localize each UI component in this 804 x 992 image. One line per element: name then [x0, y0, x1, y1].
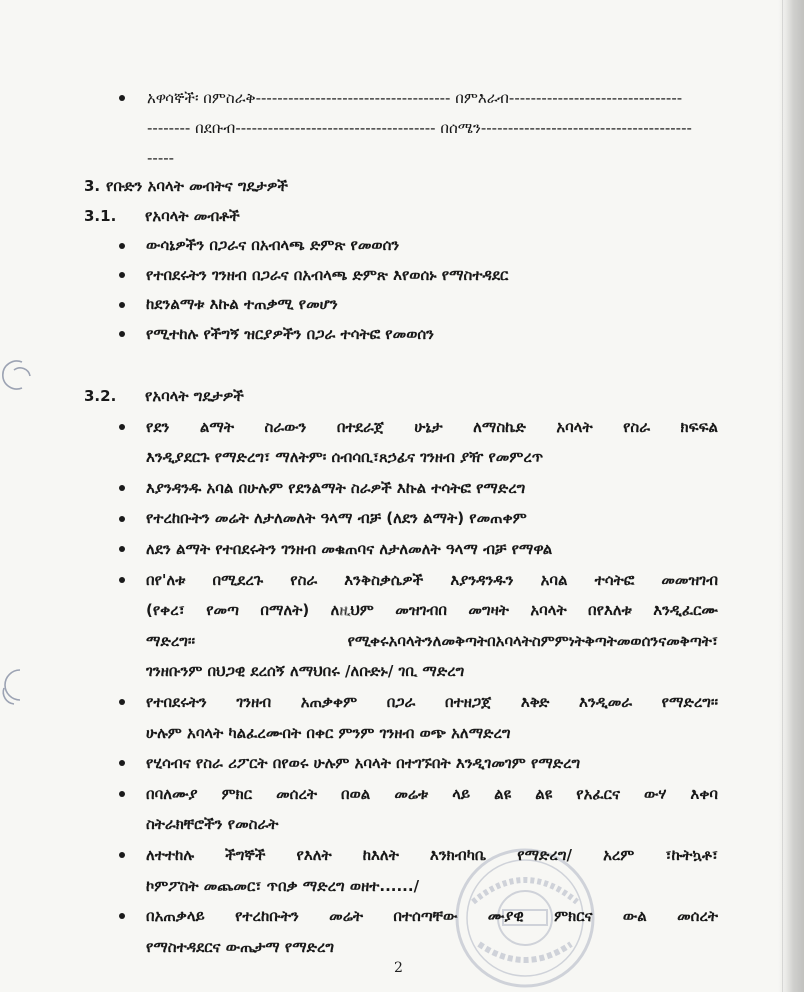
subsection-title: የአባላት ግዴታዎች: [145, 387, 244, 405]
bullet-icon: [119, 546, 125, 552]
item-text: ከደንልማቱ እኩል ተጠቃሚ የመሆን: [146, 295, 338, 313]
duties-list-item: [0, 534, 780, 565]
boundaries-line: -------- በደቡብ------------------------------------- በሰሜን---------------------------------------: [147, 119, 692, 137]
bullet-icon: [119, 331, 125, 337]
subsection-number: 3.1.: [84, 206, 117, 225]
bullet-icon: [119, 699, 125, 705]
boundaries-list-item: [0, 83, 780, 173]
bullet-icon: [119, 577, 125, 583]
rights-list-item: [0, 231, 780, 261]
duties-block: [0, 381, 780, 962]
bullet-icon: [119, 243, 125, 249]
item-text-line: በአጠቃላይ የተረከቡትን መሬት በተሰጣቸው ሙያዊ ምክርና ውል መሰረት: [146, 907, 718, 926]
duties-list-item: [0, 840, 780, 901]
item-text-line: የማስተዳደርና ውጤታማ የማድረግ: [146, 937, 335, 956]
duties-list-item: [0, 901, 780, 962]
bullet-icon: [119, 272, 125, 278]
scan-edge-shadow: [778, 0, 804, 992]
bullet-icon: [119, 95, 125, 101]
section-title: የቡድን አባላት መብትና ግዴታዎች: [106, 177, 288, 195]
item-text-line: የተረከቡትን መሬት ለታለመለት ዓላማ ብቻ (ለደን ልማት) የመጠቀም: [146, 509, 527, 528]
duties-list-item: [0, 565, 780, 687]
subsection-heading-rights: [0, 202, 780, 232]
item-text-line: ማድረግ፡፡ የሚቀሩአባላትንለመቅጣትበአባላትስምምነትቅጣትመወሰንናመቅጣት፣: [146, 631, 718, 650]
bullet-icon: [119, 485, 125, 491]
section-heading: [0, 172, 780, 202]
bullet-icon: [119, 302, 125, 308]
rights-list-item: [0, 290, 780, 320]
duties-list-item: [0, 503, 780, 534]
section-number: 3.: [84, 177, 101, 195]
rights-block: [0, 172, 780, 349]
item-text-line: ሁሉም አባላት ካልፈረሙበት በቀር ምንም ገንዘብ ወጭ አለማድረግ: [146, 723, 511, 742]
item-text-line: እያንዳንዱ አባል በሁሉም የደንልማት ስራዎች እኩል ተሳትፎ የማድረግ: [146, 478, 526, 497]
duties-list-item: [0, 687, 780, 748]
item-text-line: የተበደሩትን ገንዘብ አጠቃቀም በጋራ በተዘጋጀ እቅድ እንዲመራ የማድረግ፡፡: [146, 692, 718, 711]
bullet-icon: [119, 913, 125, 919]
item-text-line: ለተተከሉ ችግኞች የእለት ከእለት እንክብካቤ የማድረግ/ አረም ፣ኩትኳቶ፣: [146, 845, 718, 864]
item-text-line: ለደን ልማት የተበደሩትን ገንዘብ መቁጠባና ለታለመለት ዓላማ ብቻ የማዋል: [146, 539, 553, 558]
item-text-line: የደን ልማት ስራውን በተደራጀ ሁኔታ ለማስኬድ አባላት የስራ ክፍፍል: [146, 417, 718, 436]
item-text: የሚተከሉ የችግኝ ዝርያዎችን በጋራ ተሳትፎ የመወሰን: [146, 324, 435, 343]
item-text-line: እንዲያደርጉ የማድረግ፣ ማለትም፡ ሰብሳቢ፣ጸኃፊና ገንዘብ ያዥ የመምረጥ: [146, 448, 544, 467]
bullet-icon: [119, 760, 125, 766]
item-text: የተበደሩትን ገንዘብ በጋራና በአብላጫ ድምጽ እየወሰኑ የማስተዳደር: [146, 265, 509, 284]
bullet-icon: [119, 791, 125, 797]
item-text-line: (የቀረ፣ የመጣ በማለት) ለዚህም መዝገብበ መግዛት አባላት በየእለቱ እንዲፈርሙ: [146, 601, 718, 620]
subsection-title: የአባላት መብቶች: [145, 206, 240, 225]
item-text-line: ገንዘቡንም በህጋዊ ደረሰኝ ለማህበሩ /ለቡድኑ/ ገቢ ማድረግ: [146, 662, 465, 681]
item-text-line: የሂሳብና የስራ ሪፖርት በየወሩ ሁሉም አባላት በተገኙበት እንዲገመገም የማድረግ: [146, 754, 581, 773]
duties-list-item: [0, 779, 780, 840]
bullet-icon: [119, 424, 125, 430]
item-text: ውሳኔዎችን በጋራና በአብላጫ ድምጽ የመወሰን: [146, 236, 400, 254]
duties-list-item: [0, 748, 780, 779]
rights-list-item: [0, 261, 780, 291]
item-text-line: በባለሙያ ምክር መሰረት በወል መሬቱ ላይ ልዩ ልዩ የአፈርና ውሃ እቀባ: [146, 784, 718, 803]
item-text-line: ስትራክቸሮችን የመስራት: [146, 815, 279, 834]
subsection-number: 3.2.: [84, 387, 117, 405]
item-text-line: በየ'ለቱ በሚደረጉ የስራ እንቅስቃሴዎች እያንዳንዱን አባል ተሳትፎ መመዝገብ: [146, 570, 718, 589]
rights-list-item: [0, 320, 780, 350]
boundaries-line: -----: [147, 149, 175, 167]
bullet-icon: [119, 852, 125, 858]
bullet-icon: [119, 516, 125, 522]
boundaries-block: [0, 83, 780, 173]
boundaries-line: አዋሳኞች፡ በምስራቅ------------------------------------ በምእራብ--------------------------------: [147, 89, 683, 107]
subsection-heading-duties: [0, 381, 780, 412]
duties-list-item: [0, 473, 780, 504]
item-text-line: ኮምፖስት መጨመር፣ ጥበቃ ማድረግ ወዘተ....../: [146, 876, 420, 895]
page-number: 2: [394, 960, 403, 976]
duties-list-item: [0, 412, 780, 473]
